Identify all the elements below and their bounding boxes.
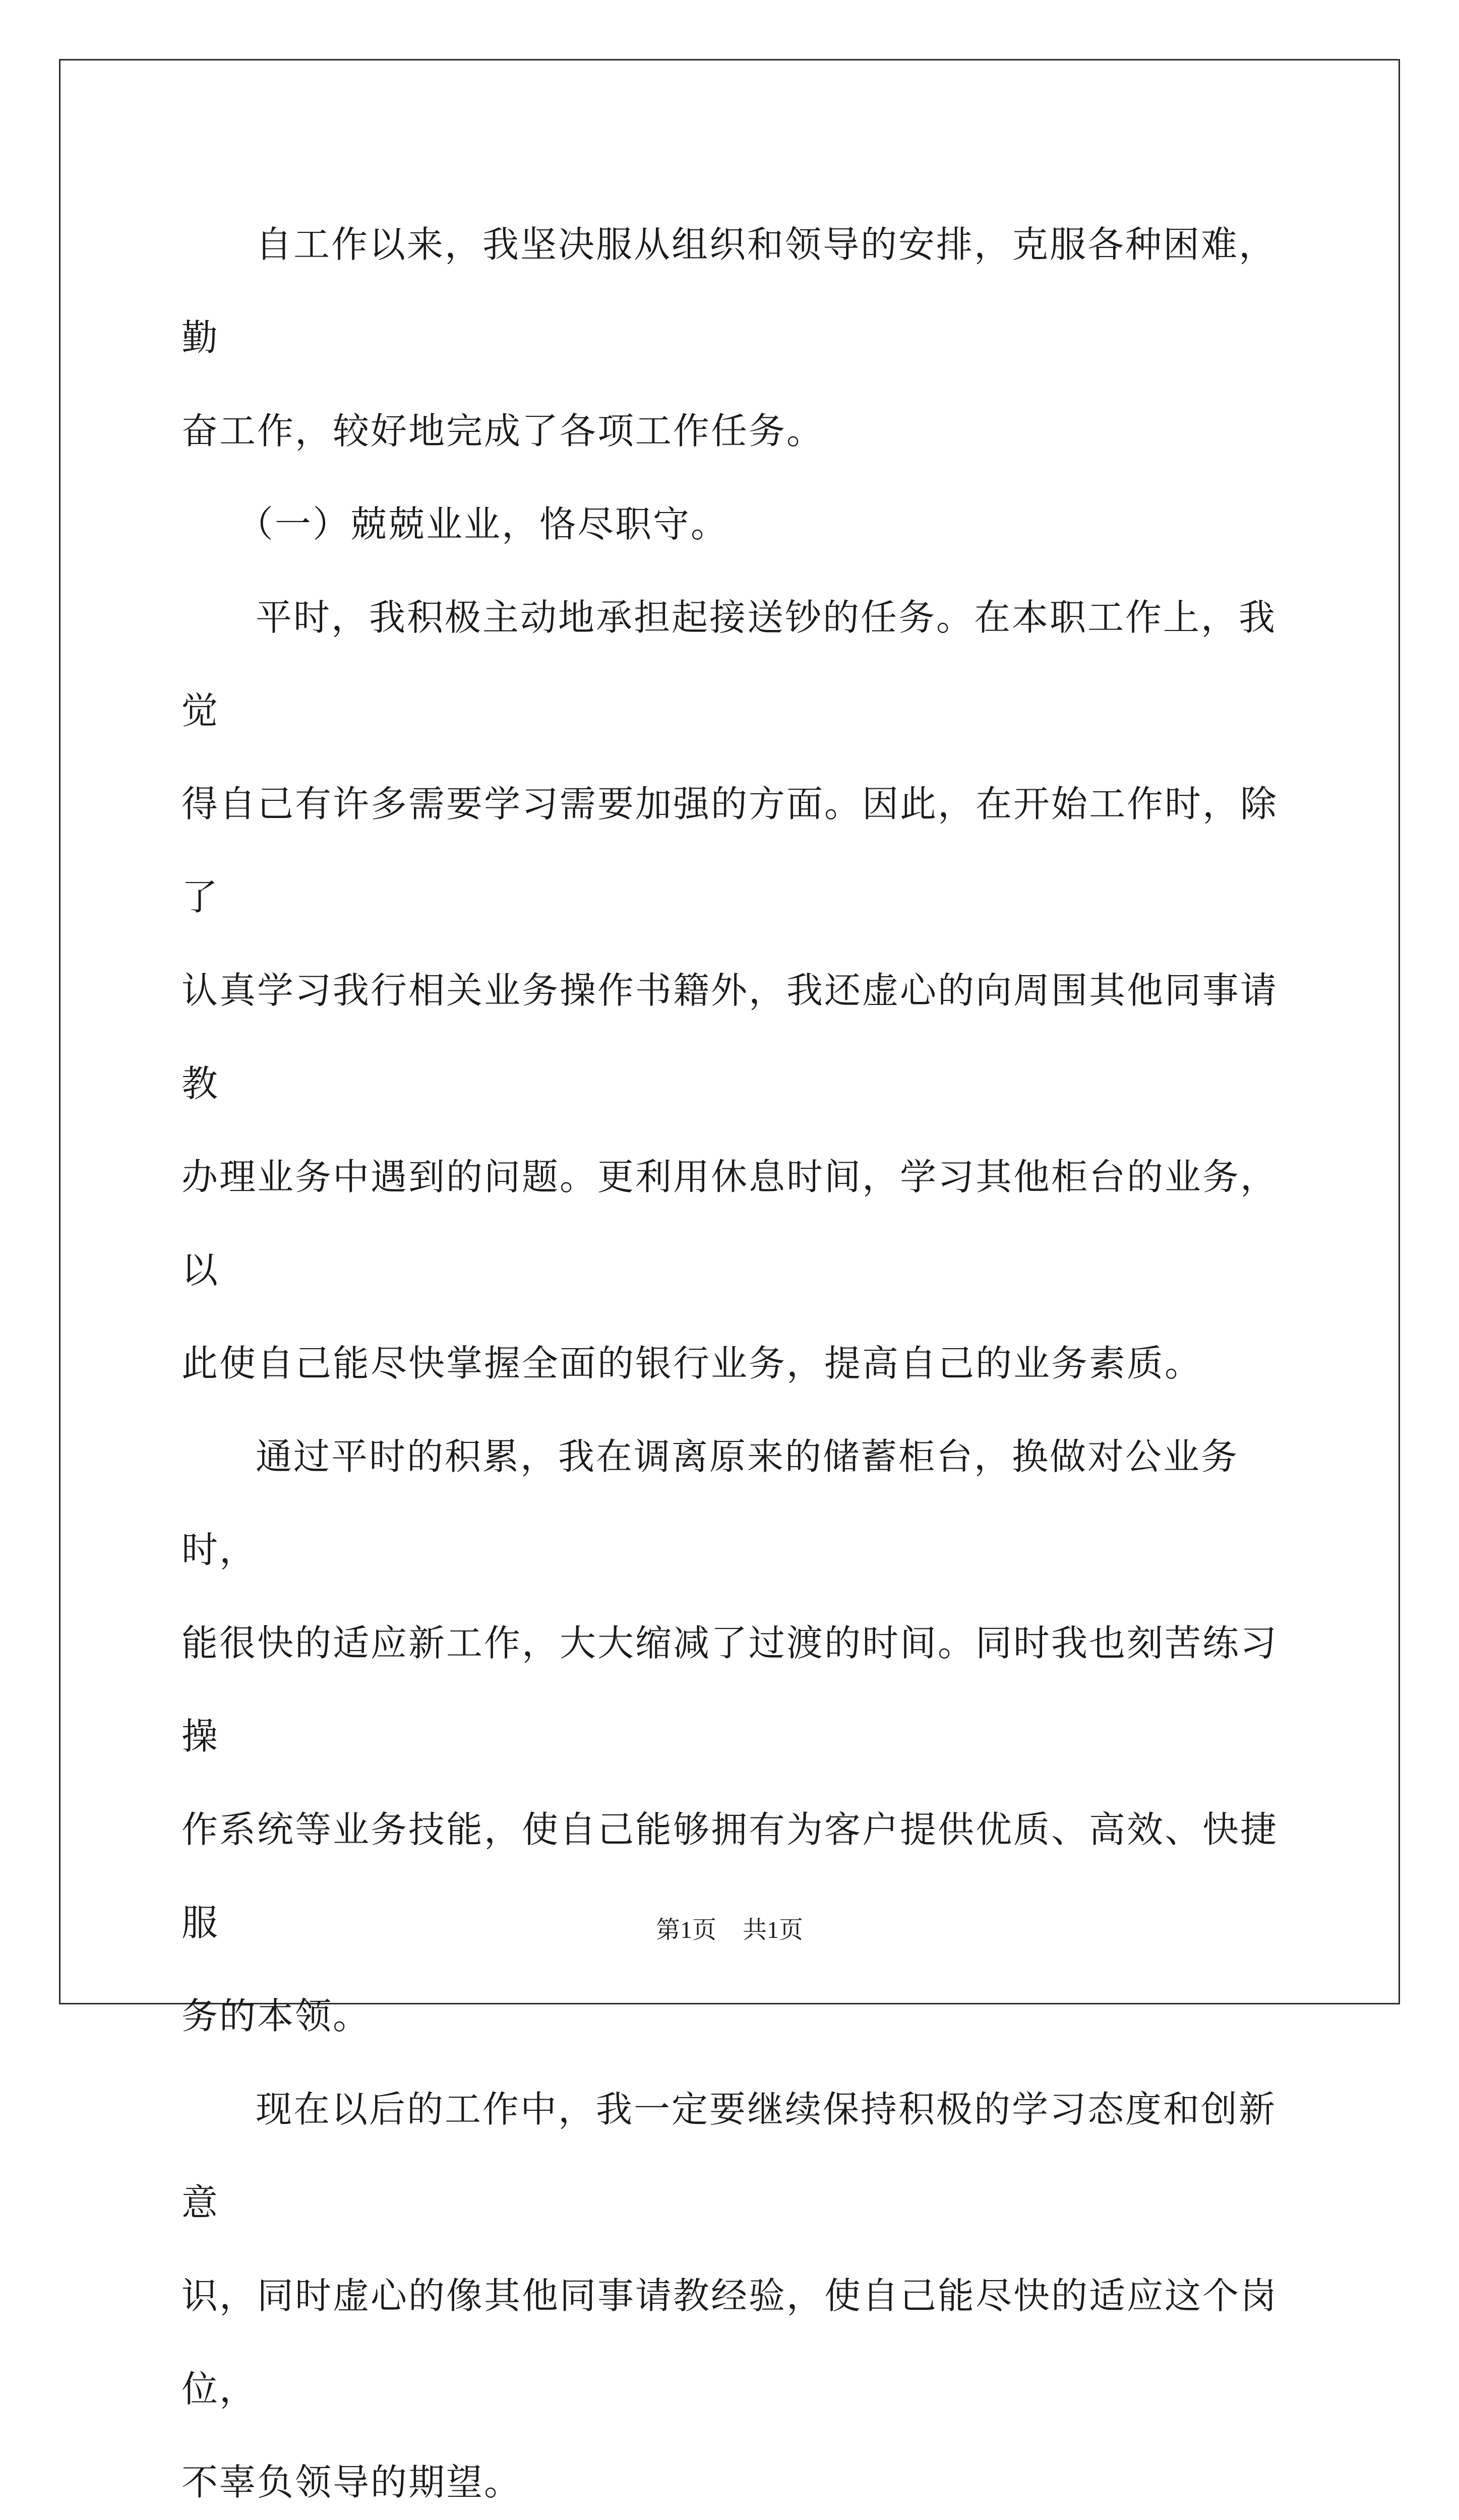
page-footer xyxy=(0,1910,1459,1945)
subheading-one: （一）兢兢业业，恪尽职守。 xyxy=(237,503,729,545)
page-number: 第1页 xyxy=(655,1917,716,1943)
paragraph-intro: 自工作以来，我坚决服从组织和领导的安排，克服各种困难，勤 奋工作，较好地完成了各项工作任务。 xyxy=(181,223,1277,452)
document-body xyxy=(181,198,1283,2520)
paragraph-accumulation: 通过平时的积累，我在调离原来的储蓄柜台，换做对公业务时， 能很快的适应新工作，大大缩减了过渡的时间。同时我也刻苦练习操 作系统等业务技能，使自己能够拥有为客户提供优质、高效、快捷服 务的本领。 xyxy=(181,1435,1279,2037)
page-total: 共1页 xyxy=(743,1917,804,1943)
paragraph-daily-work: 平时，我积极主动地承担起接送钞的任务。在本职工作上，我觉 得自己有许多需要学习需要加强的方面。因此，在开始工作时，除了 认真学习我行相关业务操作书籍外，我还虚心的向周围其他同事请教 办理业务中遇到的问题。更利用休息时间，学习其他柜台的业务，以 此使自己能尽快掌握全面的银行业务，提高自己的业务素质。 xyxy=(181,596,1279,1384)
paragraph-future: 现在以后的工作中，我一定要继续保持积极的学习态度和创新意 识，同时虚心的像其他同事请教经验，使自己能尽快的适应这个岗位， 不辜负领导的期望。 xyxy=(181,2088,1279,2503)
